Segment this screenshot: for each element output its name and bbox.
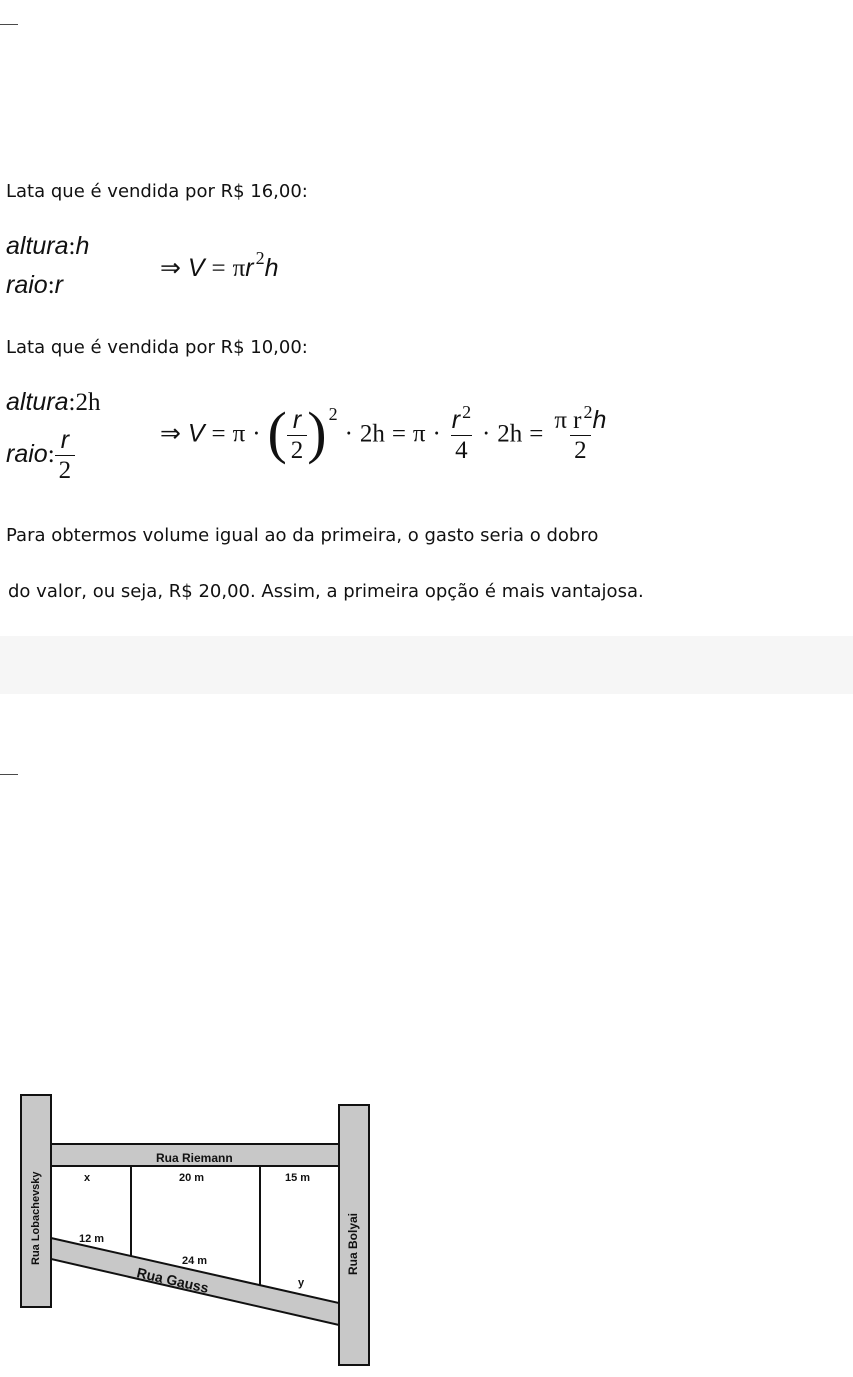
height-symbol: h — [264, 254, 279, 282]
frac-num: r — [292, 405, 302, 434]
raio-fraction — [55, 428, 76, 483]
frac-den: 2 — [287, 435, 308, 463]
r2-over-4-fraction — [448, 401, 475, 464]
exponent: 2 — [328, 403, 338, 424]
raio-den: 2 — [55, 455, 76, 483]
label-y: y — [298, 1277, 305, 1289]
r2-exp: 2 — [462, 401, 472, 422]
top-rule — [0, 24, 18, 25]
radius-symbol: r — [245, 254, 254, 282]
final-h: h — [592, 405, 607, 434]
pi-symbol: π — [412, 420, 426, 448]
label-15m: 15 m — [285, 1172, 311, 1184]
volume-symbol: V — [187, 419, 205, 448]
final-fraction — [550, 401, 610, 464]
rua-riemann-label: Rua Riemann — [156, 1151, 233, 1165]
altura-label: altura — [6, 232, 69, 260]
formula1-volume — [160, 248, 279, 282]
raio-num: r — [60, 426, 70, 454]
final-exp: 2 — [583, 401, 593, 422]
exponent: 2 — [255, 248, 265, 268]
equals-sign: = — [529, 420, 544, 448]
equals-sign: = — [211, 255, 226, 282]
volume-symbol: V — [187, 254, 205, 282]
label-x: x — [84, 1172, 91, 1184]
altura-value: h — [75, 232, 90, 260]
conclusion-line-2: do valor, ou seja, R$ 20,00. Assim, a primeira opção é mais vantajosa. — [8, 581, 644, 602]
r2-num: r — [451, 405, 461, 434]
two-h-term: 2h — [359, 420, 385, 448]
mid-rule — [0, 774, 18, 775]
implies-symbol: ⇒ — [160, 420, 181, 448]
dot-operator: · — [252, 420, 261, 448]
r2-numerator — [448, 401, 475, 435]
formula2-altura: altura:2h — [6, 388, 101, 416]
altura-label: altura — [6, 388, 69, 416]
rua-lobachevsky-label: Rua Lobachevsky — [30, 1171, 42, 1265]
raio-label: raio — [6, 271, 48, 299]
final-numerator — [550, 401, 610, 435]
r2-den: 4 — [451, 435, 472, 463]
implies-symbol: ⇒ — [160, 255, 181, 282]
dot-operator: · — [344, 420, 353, 448]
dot-operator: · — [432, 420, 441, 448]
formula1-altura: altura:h — [6, 232, 90, 260]
two-h-term: 2h — [497, 420, 523, 448]
altura-value: 2h — [75, 389, 101, 416]
lata1-heading: Lata que é vendida por R$ 16,00: — [6, 181, 308, 202]
final-den: 2 — [570, 435, 591, 463]
lata2-heading: Lata que é vendida por R$ 10,00: — [6, 337, 308, 358]
final-num: π r — [554, 406, 582, 434]
r-over-2-fraction — [287, 405, 308, 464]
formula2-raio: raio: $\frac{r}{2}$ — [6, 428, 75, 483]
rua-bolyai-label: Rua Bolyai — [346, 1212, 360, 1275]
dot-operator: · — [482, 420, 491, 448]
label-12m: 12 m — [79, 1233, 105, 1245]
rua-gauss-label: Rua Gauss — [135, 1264, 211, 1297]
formula1-raio: raio:r — [6, 271, 63, 299]
pi-symbol: π — [232, 420, 246, 448]
raio-label: raio — [6, 440, 48, 469]
equals-sign: = — [391, 420, 406, 448]
grey-band — [0, 636, 853, 694]
label-24m: 24 m — [182, 1255, 208, 1267]
equals-sign: = — [211, 420, 226, 448]
raio-value: r — [54, 271, 63, 299]
label-20m: 20 m — [179, 1172, 205, 1184]
formula2-volume: ⇒ V = π · ( $\frac{r}{2}$ ) $^2$ · 2h = π · $\frac{r ^2}{4}$ · 2h = $\frac{\pi r ^2h}{2}$ — [160, 406, 610, 464]
conclusion-line-1: Para obtermos volume igual ao da primeira, o gasto seria o dobro — [6, 525, 599, 546]
street-map-diagram — [18, 1087, 372, 1367]
pi-symbol: π — [232, 255, 246, 282]
